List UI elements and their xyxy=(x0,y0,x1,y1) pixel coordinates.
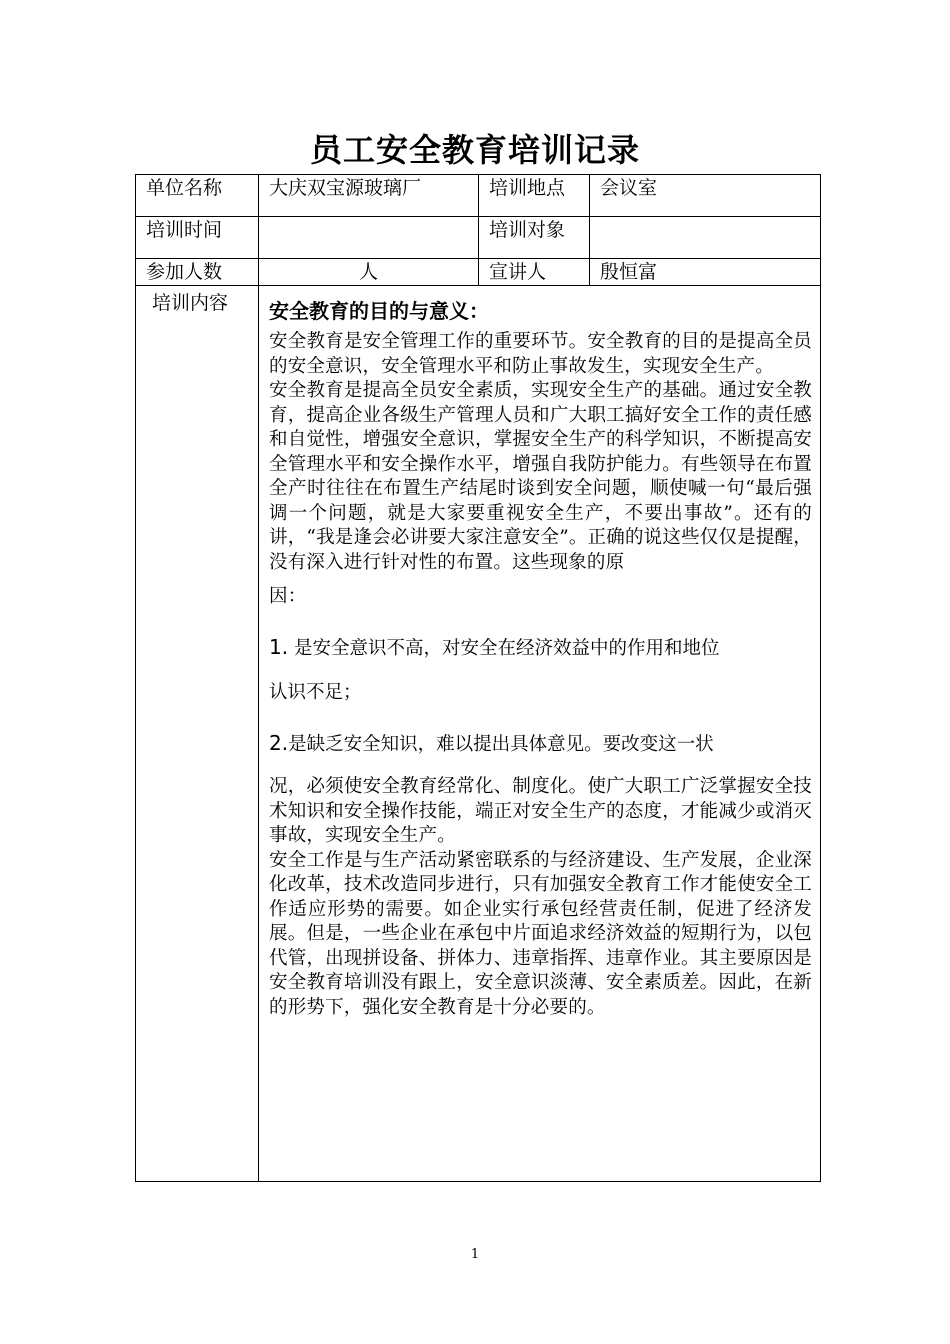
attendee-count-value: 人 xyxy=(259,259,479,286)
content-paragraph: 况，必须使安全教育经常化、制度化。使广大职工广泛掌握安全技术知识和安全操作技能，端正对安全生产的态度，才能减少或消灭事故，实现安全生产。 xyxy=(269,776,812,846)
content-heading: 安全教育的目的与意义： xyxy=(269,299,489,323)
table-row xyxy=(136,175,821,217)
list-item-continuation: 认识不足； xyxy=(269,682,362,703)
speaker-value: 殷恒富 xyxy=(590,259,821,286)
content-paragraph: 安全教育是安全管理工作的重要环节。安全教育的目的是提高全员的安全意识，安全管理水平和防止事故发生，实现安全生产。 xyxy=(269,331,812,377)
training-location-value: 会议室 xyxy=(590,175,821,217)
content-paragraph: 安全教育是提高全员安全素质，实现安全生产的基础。通过安全教育，提高企业各级生产管理人员和广大职工搞好安全工作的责任感和自觉性，增强安全意识，掌握安全生产的科学知识，不断提高安全管理水平和安全操作水平，增强自我防护能力。有些领导在布置全产时往往在布置生产结尾时谈到安全问题，顺使喊一句“最后强调一个问题，就是大家要重视安全生产，不要出事故”。还有的讲，“我是逢会必讲要大家注意安全”。正确的说这些仅仅是提醒，没有深入进行针对性的布置。这些现象的原 xyxy=(269,380,812,573)
attendee-count-label: 参加人数 xyxy=(136,259,259,286)
table-row xyxy=(136,217,821,259)
page-title: 员工安全教育培训记录 xyxy=(309,131,640,169)
list-item xyxy=(269,721,812,767)
training-location-label: 培训地点 xyxy=(479,175,590,217)
content-paragraph: 因： xyxy=(269,586,307,607)
list-item-number: 2. xyxy=(269,731,289,755)
list-item-text: 是安全意识不高，对安全在经济效益中的作用和地位 xyxy=(288,638,720,659)
training-target-label: 培训对象 xyxy=(479,217,590,259)
list-item-number: 1. xyxy=(269,635,289,659)
training-content-label: 培训内容 xyxy=(136,286,259,1182)
content-paragraph: 安全工作是与生产活动紧密联系的与经济建设、生产发展，企业深化改革，技术改造同步进行，只有加强安全教育工作才能使安全工作适应形势的需要。如企业实行承包经营责任制，促进了经济发展。但是，一些企业在承包中片面追求经济效益的短期行为，以包代管，出现拼设备、拼体力、违章指挥、违章作业。其主要原因是安全教育培训没有跟上，安全意识淡薄、安全素质差。因此，在新的形势下，强化安全教育是十分必要的。 xyxy=(269,849,812,1018)
training-record-table xyxy=(135,174,821,1182)
list-item-text: 是缺乏安全知识，难以提出具体意见。要改变这一状 xyxy=(288,734,714,755)
table-row xyxy=(136,286,821,1182)
training-content-body xyxy=(259,286,821,1182)
training-target-value xyxy=(590,217,821,259)
speaker-label: 宣讲人 xyxy=(479,259,590,286)
page-number: 1 xyxy=(470,1247,480,1262)
training-time-label: 培训时间 xyxy=(136,217,259,259)
unit-name-value: 大庆双宝源玻璃厂 xyxy=(259,175,479,217)
training-time-value xyxy=(259,217,479,259)
table-row xyxy=(136,259,821,286)
list-item xyxy=(269,625,812,671)
unit-name-label: 单位名称 xyxy=(136,175,259,217)
